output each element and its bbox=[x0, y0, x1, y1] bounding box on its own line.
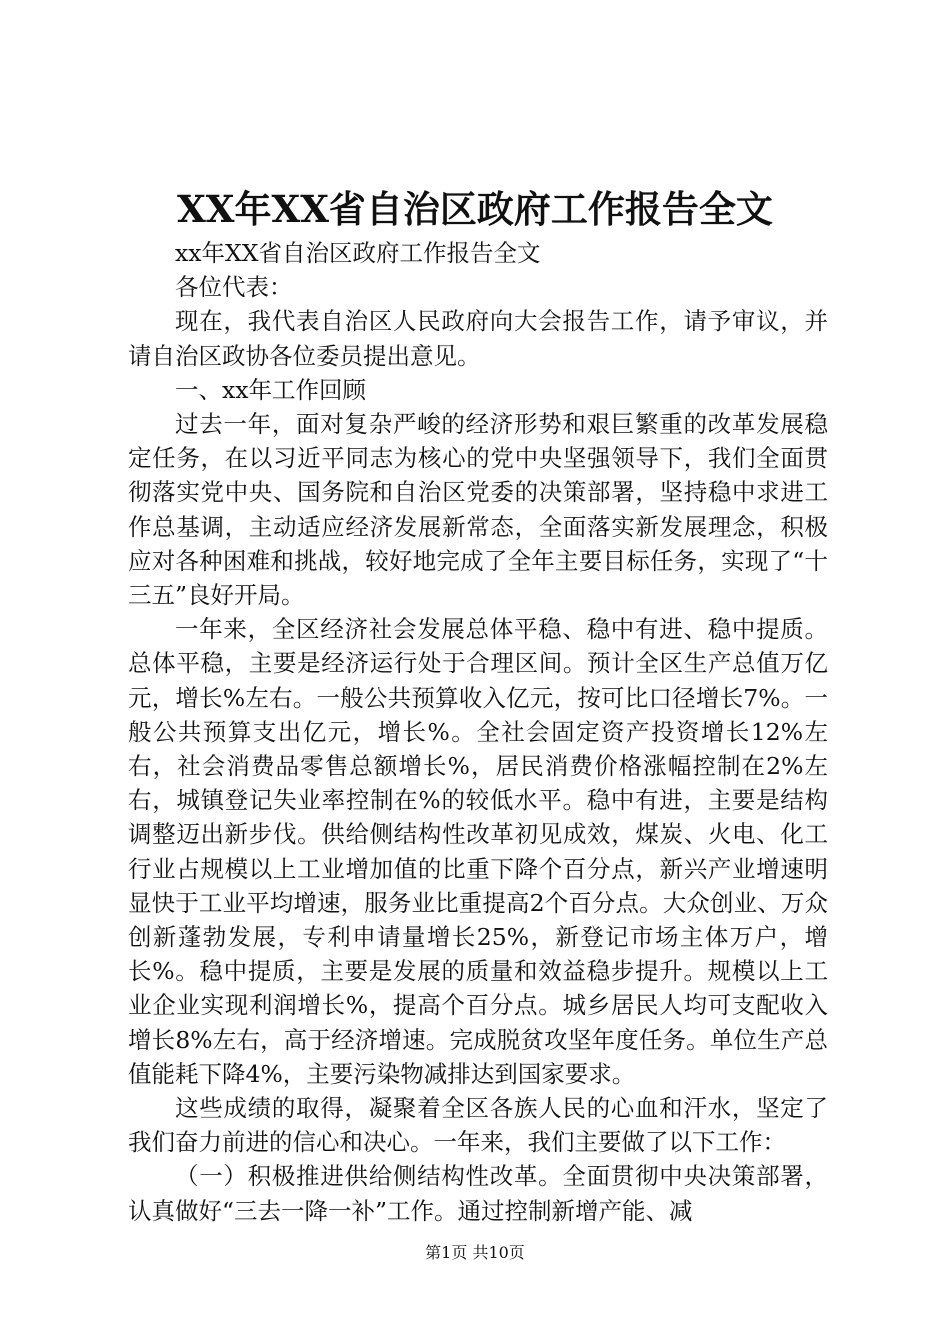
paragraph-statistics: 一年来，全区经济社会发展总体平稳、稳中有进、稳中提质。总体平稳，主要是经济运行处于合理区间。预计全区生产总值万亿元，增长%左右。一般公共预算收入亿元，按可比口径增长7%。一般公共预算支出亿元，增长%。全社会固定资产投资增长12%左右，社会消费品零售总额增长%，居民消费价格涨幅控制在2%左右，城镇登记失业率控制在%的较低水平。稳中有进，主要是结构调整迈出新步伐。供给侧结构性改革初见成效，煤炭、火电、化工行业占规模以上工业增加值的比重下降个百分点，新兴产业增速明显快于工业平均增速，服务业比重提高2个百分点。大众创业、万众创新蓬勃发展，专利申请量增长25%，新登记市场主体万户，增长%。稳中提质，主要是发展的质量和效益稳步提升。规模以上工业企业实现利润增长%，提高个百分点。城乡居民人均可支配收入增长8%左右，高于经济增速。完成脱贫攻坚年度任务。单位生产总值能耗下降4%，主要污染物减排达到国家要求。 bbox=[128, 615, 828, 1088]
paragraph-achievements: 这些成绩的取得，凝聚着全区各族人民的心血和汗水，坚定了我们奋力前进的信心和决心。一年来，我们主要做了以下工作： bbox=[128, 1094, 828, 1157]
paragraph-review: 过去一年，面对复杂严峻的经济形势和艰巨繁重的改革发展稳定任务，在以习近平同志为核心的党中央坚强领导下，我们全面贯彻落实党中央、国务院和自治区党委的决策部署，坚持稳中求进工作总基调，主动适应经济发展新常态，全面落实新发展理念，积极应对各种困难和挑战，较好地完成了全年主要目标任务，实现了“十三五”良好开局。 bbox=[128, 410, 828, 610]
paragraph-supply-side-reform: （一）积极推进供给侧结构性改革。全面贯彻中央决策部署，认真做好“三去一降一补”工作。通过控制新增产能、减 bbox=[128, 1162, 828, 1225]
page-number: 第1页 共10页 bbox=[425, 1243, 525, 1262]
paragraph-salutation: 各位代表： bbox=[175, 273, 293, 302]
document-body bbox=[128, 236, 828, 1228]
paragraph-subtitle: xx年XX省自治区政府工作报告全文 bbox=[175, 239, 541, 267]
document-title: XX年XX省自治区政府工作报告全文 bbox=[177, 187, 773, 231]
paragraph-intro: 现在，我代表自治区人民政府向大会报告工作，请予审议，并请自治区政协各位委员提出意见。 bbox=[128, 307, 828, 370]
section-heading: 一、xx年工作回顾 bbox=[175, 375, 367, 404]
